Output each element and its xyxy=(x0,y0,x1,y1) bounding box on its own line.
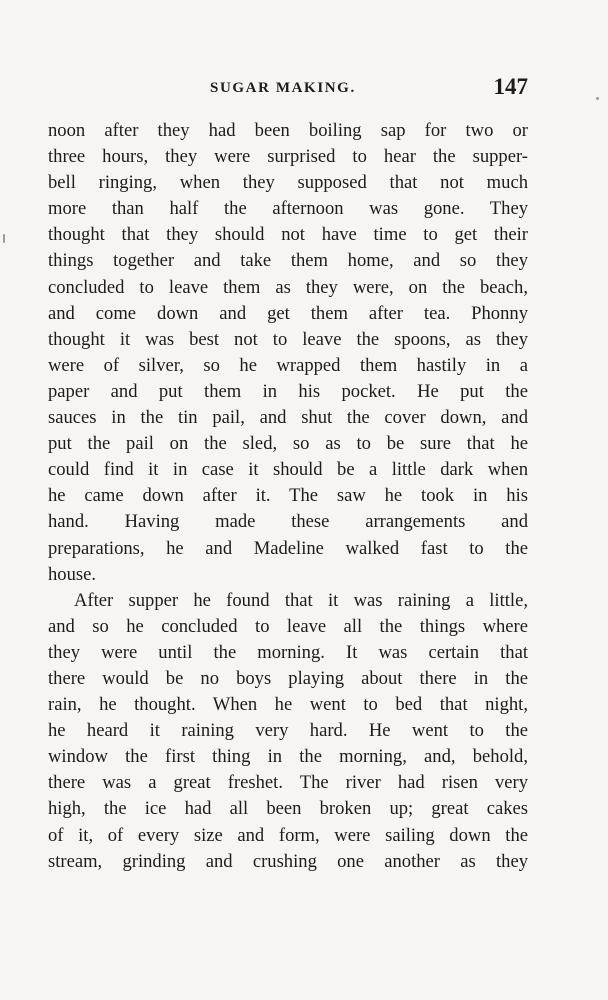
text-line: hand. Having made these arrangements and xyxy=(48,511,528,533)
text-line: could find it in case it should be a little dark when xyxy=(48,459,528,481)
text-line: noon after they had been boiling sap for two or xyxy=(48,120,528,141)
text-line: more than half the afternoon was gone. They xyxy=(48,198,528,220)
page-number: 147 xyxy=(493,74,528,99)
paragraph-end-line: house. xyxy=(48,563,97,585)
text-line: and so he concluded to leave all the things where xyxy=(48,615,528,637)
text-line: put the pail on the sled, so as to be sure that he xyxy=(48,433,528,455)
text-line: were of silver, so he wrapped them hastily in a xyxy=(48,354,528,376)
text-line: concluded to leave them as they were, on the beach, xyxy=(48,276,528,298)
text-line: sauces in the tin pail, and shut the cover down, and xyxy=(48,407,528,429)
paragraph-start-line: After supper he found that it was raining a little, xyxy=(74,589,528,611)
text-line: and come down and get them after tea. Phonny xyxy=(48,302,528,324)
paper-speck xyxy=(3,234,5,243)
text-line: there was a great freshet. The river had risen very xyxy=(48,772,528,794)
text-line: bell ringing, when they supposed that not much xyxy=(48,172,528,194)
text-line: things together and take them home, and so they xyxy=(48,250,528,272)
text-line: three hours, they were surprised to hear the supper- xyxy=(48,146,528,168)
text-line: stream, grinding and crushing one another as they xyxy=(48,850,528,872)
text-line: he came down after it. The saw he took in his xyxy=(48,485,528,507)
text-line: he heard it raining very hard. He went to the xyxy=(48,720,528,742)
text-line: of it, of every size and form, were sailing down the xyxy=(48,824,528,846)
text-line: thought it was best not to leave the spoons, as they xyxy=(48,328,528,350)
text-line: thought that they should not have time to get their xyxy=(48,224,528,246)
text-line: there would be no boys playing about there in the xyxy=(48,667,528,689)
text-line: window the first thing in the morning, and, behold, xyxy=(48,746,528,768)
running-head xyxy=(48,76,528,104)
body-text xyxy=(48,118,528,875)
text-line: preparations, he and Madeline walked fast to the xyxy=(48,537,528,559)
paper-speck xyxy=(596,97,599,100)
text-line: high, the ice had all been broken up; great cakes xyxy=(48,798,528,820)
text-line: they were until the morning. It was certain that xyxy=(48,641,528,663)
text-line: rain, he thought. When he went to bed that night, xyxy=(48,694,528,716)
running-title: SUGAR MAKING. xyxy=(210,80,356,96)
text-line: paper and put them in his pocket. He put the xyxy=(48,380,528,402)
